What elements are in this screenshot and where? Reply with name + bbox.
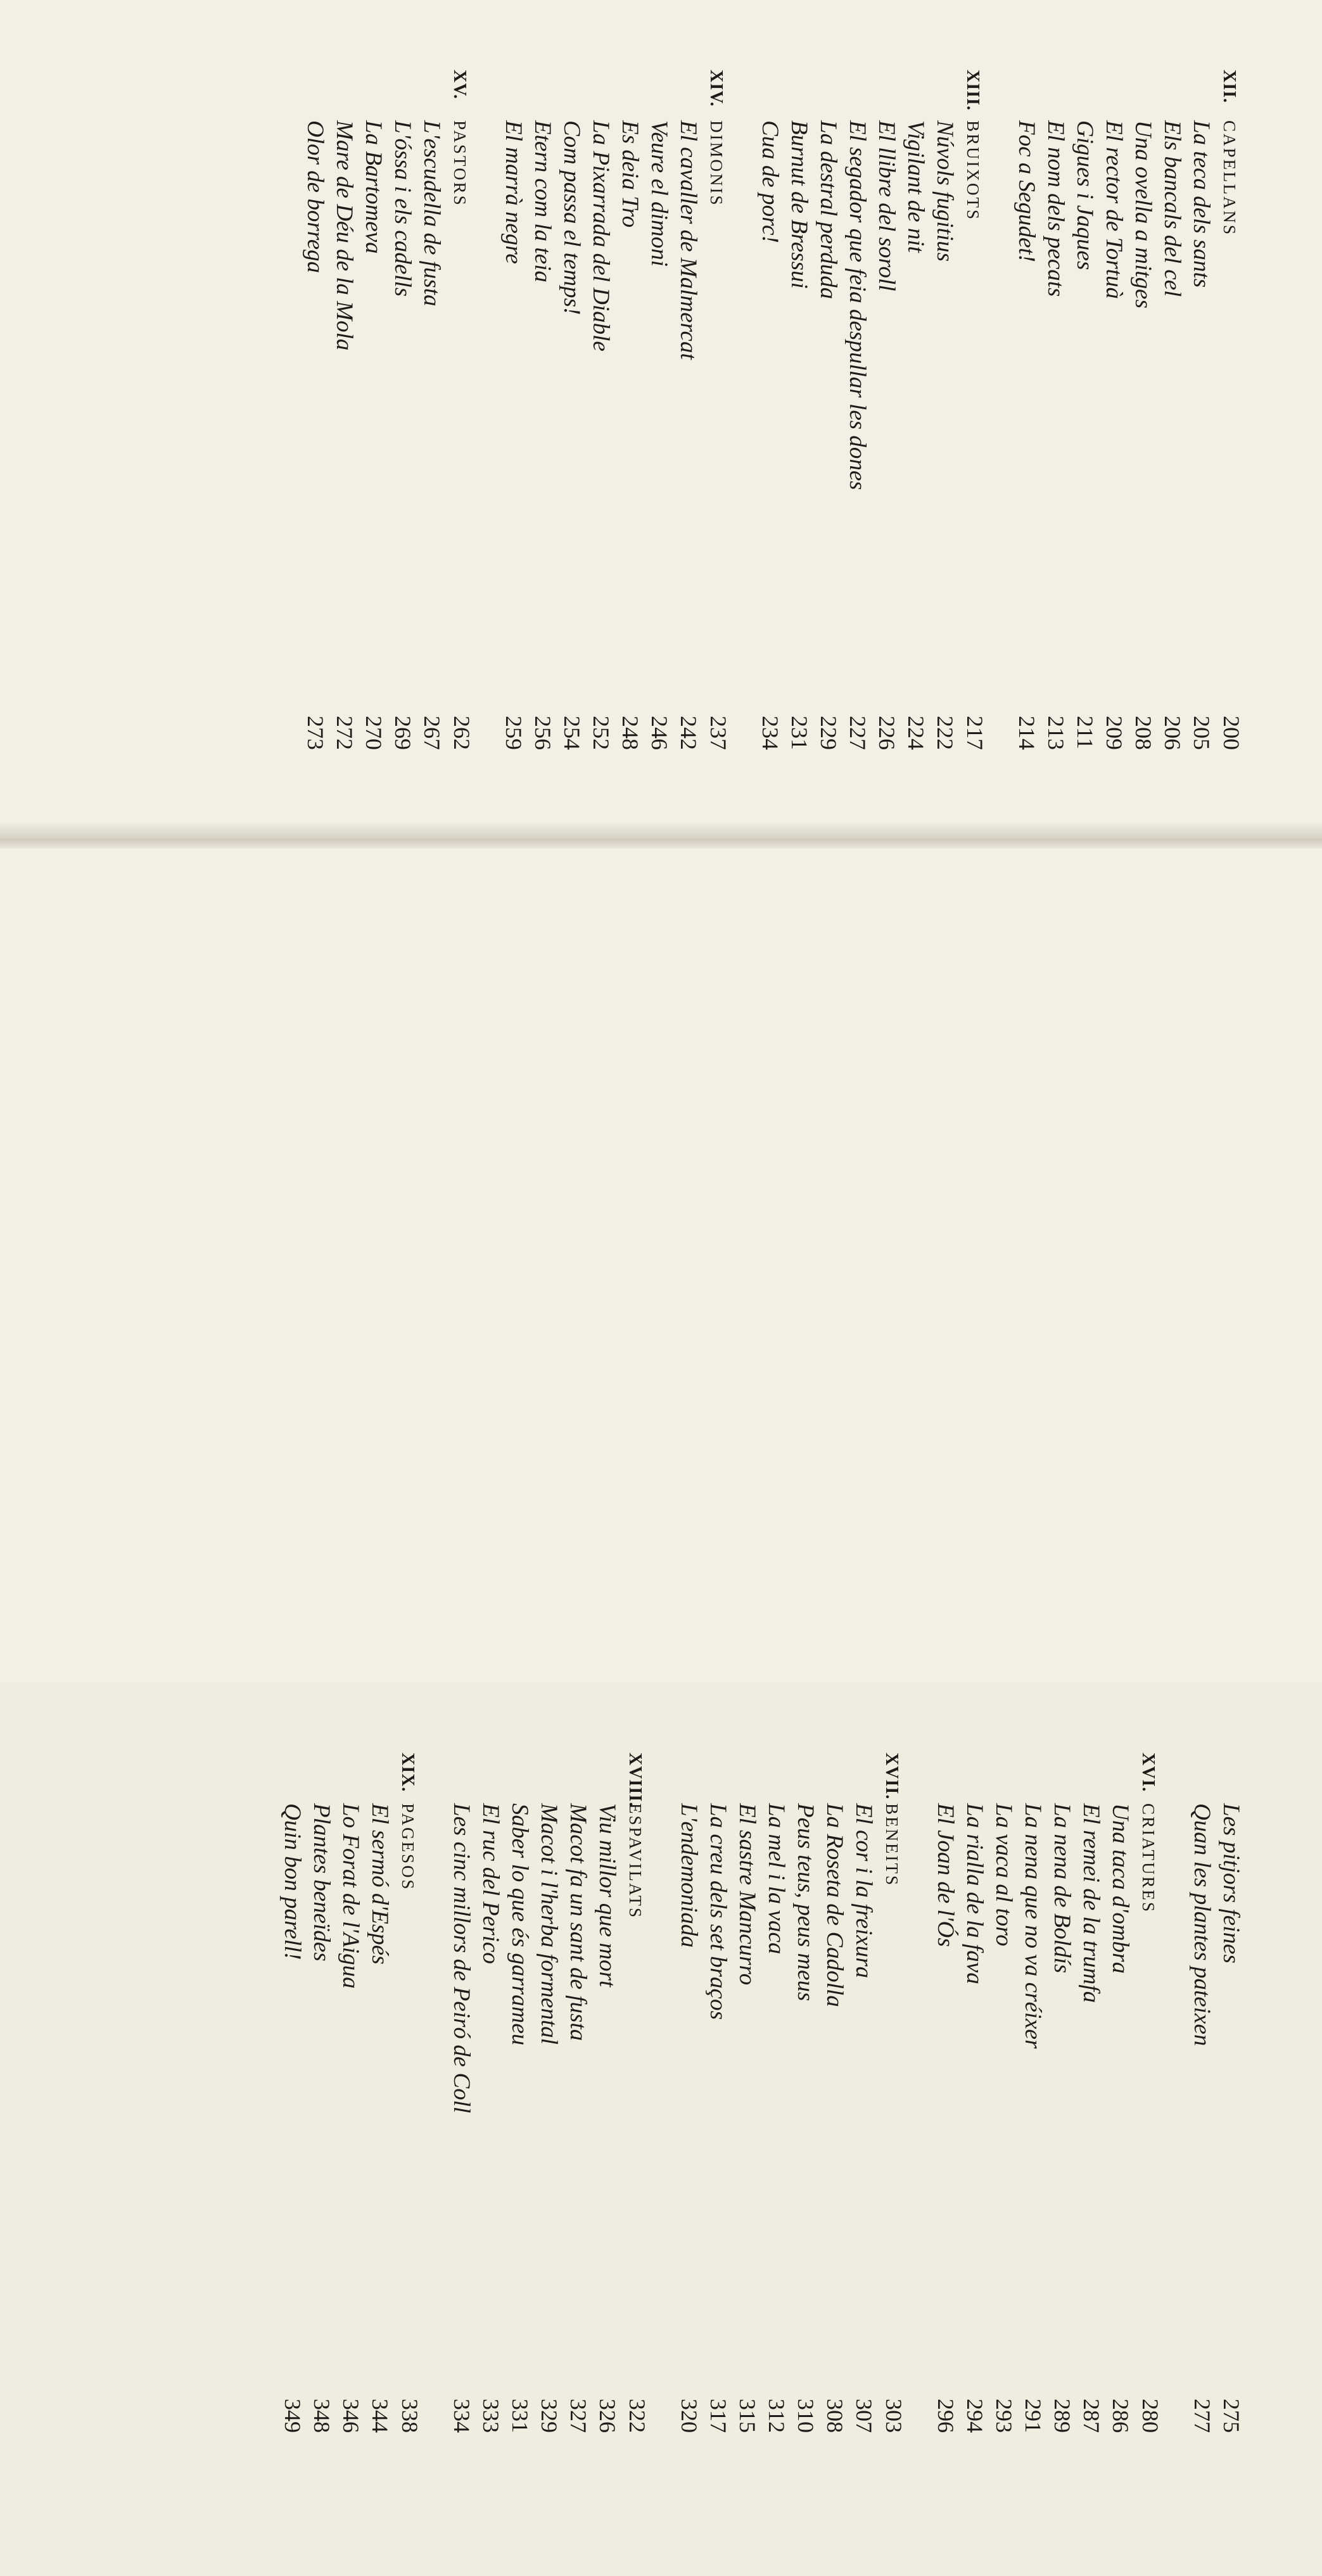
section-number: XIX. bbox=[398, 1753, 417, 1792]
entry-page-number: 234 bbox=[758, 716, 783, 750]
entry-page-number: 291 bbox=[1020, 2399, 1046, 2433]
entry-title: La Roseta de Cadolla bbox=[822, 1803, 848, 2007]
entry-page-number: 213 bbox=[1043, 716, 1069, 750]
section-heading bbox=[702, 70, 732, 893]
section-gap bbox=[732, 70, 754, 893]
entry-title: Veure el dimoni bbox=[646, 120, 672, 267]
entry-title: Una ovella a mitges bbox=[1130, 120, 1156, 308]
entry-page-number: 333 bbox=[478, 2399, 504, 2433]
toc-entry bbox=[784, 70, 813, 893]
toc-entry bbox=[446, 1753, 475, 2576]
toc-entry bbox=[1040, 70, 1069, 893]
section-number: XVII. bbox=[882, 1753, 901, 1800]
entry-page-number: 293 bbox=[991, 2399, 1017, 2433]
entry-title: La Bartomeva bbox=[360, 120, 386, 254]
entry-page-number: 206 bbox=[1160, 716, 1185, 750]
section-page-number: 217 bbox=[962, 716, 988, 750]
toc-entry bbox=[1186, 1753, 1216, 2576]
toc-entry bbox=[475, 1753, 504, 2576]
toc-entry bbox=[533, 1753, 562, 2576]
toc-entry bbox=[842, 70, 871, 893]
section-heading bbox=[445, 70, 475, 893]
section-heading bbox=[958, 70, 988, 893]
entry-title: El segador que feia despullar les dones bbox=[844, 120, 870, 490]
entry-page-number: 310 bbox=[793, 2399, 818, 2433]
toc-entry bbox=[1216, 1753, 1245, 2576]
entry-title: La nena que no va créixer bbox=[1020, 1803, 1046, 2049]
entry-title: Burnut de Bressui bbox=[786, 120, 812, 289]
toc-entry bbox=[813, 70, 842, 893]
toc-entry bbox=[527, 70, 556, 893]
toc-entry bbox=[644, 70, 673, 893]
entry-page-number: 317 bbox=[706, 2399, 731, 2433]
table-of-contents-page-2 bbox=[0, 1753, 1245, 2576]
entry-title: Cua de porc! bbox=[757, 120, 783, 243]
entry-title: Es deia Tro bbox=[617, 120, 643, 228]
entry-page-number: 327 bbox=[566, 2399, 591, 2433]
entry-title: Olor de borrega bbox=[302, 120, 328, 274]
entry-title: L'escudella de fusta bbox=[419, 120, 445, 307]
entry-page-number: 231 bbox=[787, 716, 812, 750]
toc-entry bbox=[673, 1753, 702, 2576]
entry-page-number: 256 bbox=[530, 716, 556, 750]
section-gap bbox=[651, 1753, 673, 2576]
entry-title: Les pitjors feines bbox=[1218, 1803, 1244, 1964]
section-gap bbox=[475, 70, 498, 893]
entry-page-number: 269 bbox=[390, 716, 416, 750]
entry-title: La vaca al toro bbox=[991, 1803, 1017, 1946]
entry-title: Les cinc millors de Peiró de Coll bbox=[448, 1803, 474, 2114]
toc-entry bbox=[556, 70, 585, 893]
toc-entry bbox=[585, 70, 614, 893]
entry-title: El llibre del soroll bbox=[874, 120, 899, 291]
entry-title: La mel i la vaca bbox=[763, 1803, 789, 1955]
entry-page-number: 211 bbox=[1072, 716, 1098, 749]
entry-title: El rector de Tortuà bbox=[1101, 120, 1127, 299]
section-title: PAGESOS bbox=[398, 1803, 417, 1891]
toc-entry bbox=[929, 70, 958, 893]
toc-entry bbox=[871, 70, 900, 893]
entry-page-number: 275 bbox=[1219, 2399, 1244, 2433]
entry-title: La destral perduda bbox=[815, 120, 841, 300]
entry-page-number: 209 bbox=[1102, 716, 1127, 750]
entry-page-number: 252 bbox=[588, 716, 614, 750]
section-gap bbox=[423, 1753, 446, 2576]
section-title: PASTORS bbox=[450, 120, 469, 207]
toc-entry bbox=[592, 1753, 621, 2576]
section-number: XIII. bbox=[963, 70, 982, 111]
section-title: BENEITS bbox=[882, 1803, 901, 1887]
lower-page bbox=[0, 847, 1322, 2433]
entry-page-number: 312 bbox=[764, 2399, 789, 2433]
entry-page-number: 208 bbox=[1131, 716, 1156, 750]
entry-page-number: 307 bbox=[851, 2399, 877, 2433]
entry-title: Macot fa un sant de fusta bbox=[565, 1803, 591, 2041]
entry-title: El sermó d'Espés bbox=[367, 1803, 393, 1965]
section-page-number: 338 bbox=[397, 2399, 423, 2433]
toc-entry bbox=[562, 1753, 592, 2576]
toc-entry bbox=[819, 1753, 848, 2576]
section-gap bbox=[1164, 1753, 1186, 2576]
entry-page-number: 348 bbox=[309, 2399, 334, 2433]
toc-entry bbox=[614, 70, 644, 893]
entry-page-number: 224 bbox=[903, 716, 929, 750]
entry-page-number: 287 bbox=[1079, 2399, 1104, 2433]
toc-entry bbox=[959, 1753, 988, 2576]
section-number: XVIII. bbox=[625, 1753, 645, 1808]
entry-page-number: 320 bbox=[677, 2399, 702, 2433]
toc-entry bbox=[416, 70, 445, 893]
toc-entry bbox=[1017, 1753, 1046, 2576]
entry-page-number: 294 bbox=[962, 2399, 988, 2433]
entry-title: Els bancals del cel bbox=[1159, 120, 1185, 297]
toc-entry bbox=[848, 1753, 877, 2576]
section-heading bbox=[393, 1753, 423, 2576]
entry-page-number: 329 bbox=[537, 2399, 562, 2433]
entry-title: Lo Forat de l'Aigua bbox=[338, 1803, 364, 1989]
toc-entry bbox=[335, 1753, 364, 2576]
entry-title: Etern com la teia bbox=[530, 120, 556, 282]
entry-title: Com passa el temps! bbox=[559, 120, 585, 315]
entry-page-number: 286 bbox=[1108, 2399, 1133, 2433]
entry-page-number: 214 bbox=[1014, 716, 1039, 750]
entry-title: Macot i l'herba formental bbox=[536, 1803, 562, 2045]
entry-page-number: 242 bbox=[676, 716, 701, 750]
entry-page-number: 326 bbox=[595, 2399, 620, 2433]
section-page-number: 280 bbox=[1138, 2399, 1163, 2433]
entry-title: Viu millor que mort bbox=[594, 1803, 620, 1988]
entry-page-number: 289 bbox=[1050, 2399, 1075, 2433]
book-gutter bbox=[0, 823, 1322, 849]
toc-entry bbox=[761, 1753, 790, 2576]
entry-title: El nom dels pecats bbox=[1043, 120, 1069, 297]
entry-title: El marrà negre bbox=[500, 120, 526, 264]
entry-page-number: 222 bbox=[932, 716, 958, 750]
toc-entry bbox=[732, 1753, 761, 2576]
entry-page-number: 226 bbox=[874, 716, 899, 750]
section-heading bbox=[621, 1753, 651, 2576]
section-title: ESPAVILATS bbox=[626, 1803, 645, 1920]
entry-page-number: 270 bbox=[361, 716, 386, 750]
entry-title: El ruc del Perico bbox=[478, 1803, 504, 1964]
entry-title: L'óssa i els cadells bbox=[390, 120, 416, 297]
entry-page-number: 246 bbox=[647, 716, 672, 750]
toc-entry bbox=[1157, 70, 1186, 893]
entry-page-number: 248 bbox=[618, 716, 643, 750]
section-title: CRIATURES bbox=[1139, 1803, 1158, 1914]
toc-entry bbox=[900, 70, 929, 893]
toc-entry bbox=[988, 1753, 1017, 2576]
entry-title: Mare de Déu de la Mola bbox=[331, 120, 357, 351]
entry-page-number: 254 bbox=[559, 716, 585, 750]
entry-page-number: 205 bbox=[1189, 716, 1214, 750]
toc-entry bbox=[1046, 1753, 1076, 2576]
entry-page-number: 229 bbox=[816, 716, 841, 750]
section-heading bbox=[1215, 70, 1245, 893]
entry-title: Núvols fugitius bbox=[932, 120, 958, 262]
section-page-number: 237 bbox=[706, 716, 731, 750]
entry-page-number: 273 bbox=[303, 716, 328, 750]
entry-title: El Joan de l'Ós bbox=[932, 1803, 958, 1947]
toc-entry bbox=[498, 70, 527, 893]
toc-entry bbox=[1105, 1753, 1134, 2576]
entry-title: La Pixarrada del Diable bbox=[588, 120, 614, 352]
entry-title: El cavaller de Malmercat bbox=[675, 120, 701, 360]
section-number: XIV. bbox=[706, 70, 726, 107]
section-heading bbox=[877, 1753, 907, 2576]
toc-entry bbox=[329, 70, 358, 893]
toc-entry bbox=[277, 1753, 306, 2576]
entry-title: El remei de la trumfa bbox=[1078, 1803, 1104, 2003]
entry-title: La teca dels sants bbox=[1188, 120, 1214, 288]
toc-entry bbox=[702, 1753, 732, 2576]
entry-page-number: 259 bbox=[501, 716, 526, 750]
entry-title: Saber lo que és garrameu bbox=[507, 1803, 533, 2046]
toc-entry bbox=[300, 70, 329, 893]
section-gap bbox=[907, 1753, 930, 2576]
entry-title: La creu dels set braços bbox=[705, 1803, 731, 2020]
entry-title: Gigues i Jaques bbox=[1072, 120, 1098, 270]
entry-page-number: 331 bbox=[507, 2399, 533, 2433]
entry-page-number: 296 bbox=[933, 2399, 958, 2433]
table-of-contents-page-1 bbox=[0, 70, 1245, 893]
section-number: XV. bbox=[450, 70, 469, 99]
entry-title: Vigilant de nit bbox=[903, 120, 929, 253]
entry-title: Foc a Segudet! bbox=[1014, 120, 1039, 262]
entry-title: Plantes beneïdes bbox=[308, 1803, 334, 1962]
section-page-number: 262 bbox=[449, 716, 474, 750]
entry-page-number: 267 bbox=[419, 716, 445, 750]
entry-page-number: 334 bbox=[449, 2399, 474, 2433]
entry-title: Una taca d'ombra bbox=[1107, 1803, 1133, 1974]
entry-title: Quan les plantes pateixen bbox=[1189, 1803, 1215, 2046]
section-number: XVI. bbox=[1138, 1753, 1158, 1792]
section-gap bbox=[988, 70, 1011, 893]
entry-title: El sastre Mancurro bbox=[734, 1803, 760, 1986]
toc-entry bbox=[364, 1753, 393, 2576]
entry-page-number: 308 bbox=[822, 2399, 848, 2433]
toc-entry bbox=[930, 1753, 959, 2576]
entry-title: L'endemoniada bbox=[676, 1803, 702, 1948]
entry-title: El cor i la freixura bbox=[851, 1803, 877, 1979]
entry-title: La nena de Boldís bbox=[1049, 1803, 1075, 1974]
section-title: BRUIXOTS bbox=[963, 120, 982, 222]
toc-entry bbox=[1098, 70, 1128, 893]
entry-page-number: 277 bbox=[1190, 2399, 1215, 2433]
entry-page-number: 272 bbox=[332, 716, 357, 750]
entry-page-number: 315 bbox=[735, 2399, 760, 2433]
toc-entry bbox=[1011, 70, 1040, 893]
toc-entry bbox=[1186, 70, 1215, 893]
entry-title: Peus teus, peus meus bbox=[792, 1803, 818, 2002]
upper-page bbox=[0, 0, 1322, 839]
section-title: CAPELLANS bbox=[1220, 120, 1239, 237]
toc-entry bbox=[1128, 70, 1157, 893]
toc-entry bbox=[1069, 70, 1098, 893]
section-page-number: 322 bbox=[625, 2399, 650, 2433]
entry-page-number: 346 bbox=[338, 2399, 364, 2433]
section-number: XII. bbox=[1219, 70, 1239, 104]
toc-entry bbox=[754, 70, 784, 893]
entry-page-number: 349 bbox=[280, 2399, 305, 2433]
entry-page-number: 344 bbox=[367, 2399, 393, 2433]
toc-entry bbox=[504, 1753, 533, 2576]
toc-entry bbox=[790, 1753, 819, 2576]
entry-title: Quin bon parell! bbox=[279, 1803, 305, 1960]
toc-entry bbox=[387, 70, 416, 893]
section-title: DIMONIS bbox=[707, 120, 726, 207]
toc-entry bbox=[673, 70, 702, 893]
section-heading bbox=[1134, 1753, 1164, 2576]
entry-title: La rialla de la fava bbox=[962, 1803, 988, 1984]
entry-page-number: 227 bbox=[845, 716, 870, 750]
toc-entry bbox=[1076, 1753, 1105, 2576]
section-page-number: 200 bbox=[1219, 716, 1244, 750]
toc-entry bbox=[358, 70, 387, 893]
section-page-number: 303 bbox=[881, 2399, 906, 2433]
toc-entry bbox=[306, 1753, 335, 2576]
